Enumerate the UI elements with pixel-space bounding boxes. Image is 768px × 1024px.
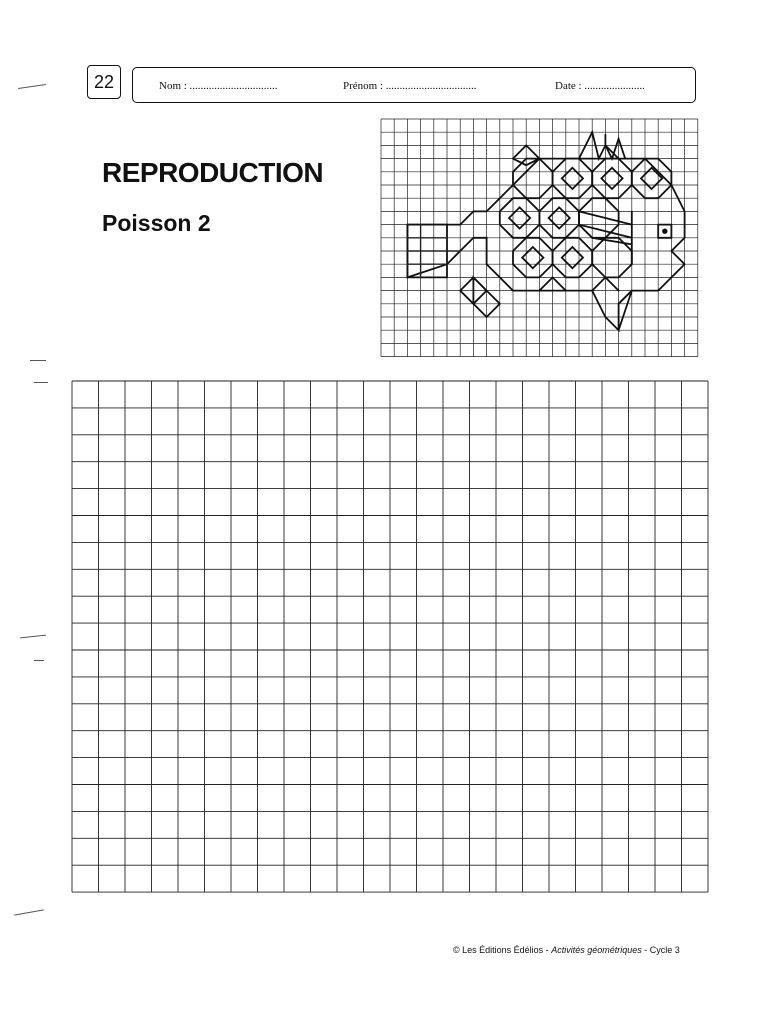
fish-scale-diamond bbox=[549, 207, 570, 228]
fish-scale-diamond bbox=[601, 168, 622, 189]
footer-cycle: - Cycle 3 bbox=[641, 945, 680, 955]
fish-scale-diamond bbox=[562, 168, 583, 189]
fish-scale-hexagon bbox=[539, 198, 579, 238]
fish-scale-hexagon bbox=[513, 238, 553, 278]
prenom-field[interactable]: Prénom : ................................. bbox=[343, 80, 477, 92]
footer-credit bbox=[453, 945, 680, 955]
fish-gill-stripe bbox=[592, 238, 632, 245]
fish-scale-diamond bbox=[522, 247, 543, 268]
fish-scale-hexagon bbox=[500, 198, 540, 238]
fish-anal-fin bbox=[619, 291, 632, 331]
footer-book-title: Activités géométriques bbox=[551, 945, 642, 955]
page-title: REPRODUCTION bbox=[102, 157, 324, 188]
footer-copyright: © Les Éditions Édélios - bbox=[453, 945, 552, 955]
nom-field[interactable]: Nom : ................................ bbox=[159, 80, 278, 92]
date-field[interactable]: Date : ...................... bbox=[555, 80, 645, 92]
fish-scale-hexagon bbox=[579, 198, 619, 238]
fish-scale-diamond bbox=[562, 247, 583, 268]
fish-scale-diamond bbox=[509, 207, 530, 228]
fish-model-drawing bbox=[407, 132, 684, 330]
fish-eye-pupil bbox=[663, 229, 667, 233]
reproduction-grid[interactable] bbox=[72, 381, 708, 892]
fish-scale-hexagon bbox=[553, 159, 593, 199]
fish-scale-hexagon bbox=[553, 238, 593, 278]
fish-scale-hexagon bbox=[592, 159, 632, 199]
fish-scale-diamond bbox=[641, 168, 662, 189]
page-subtitle: Poisson 2 bbox=[102, 210, 211, 236]
sheet-number: 22 bbox=[87, 65, 121, 99]
